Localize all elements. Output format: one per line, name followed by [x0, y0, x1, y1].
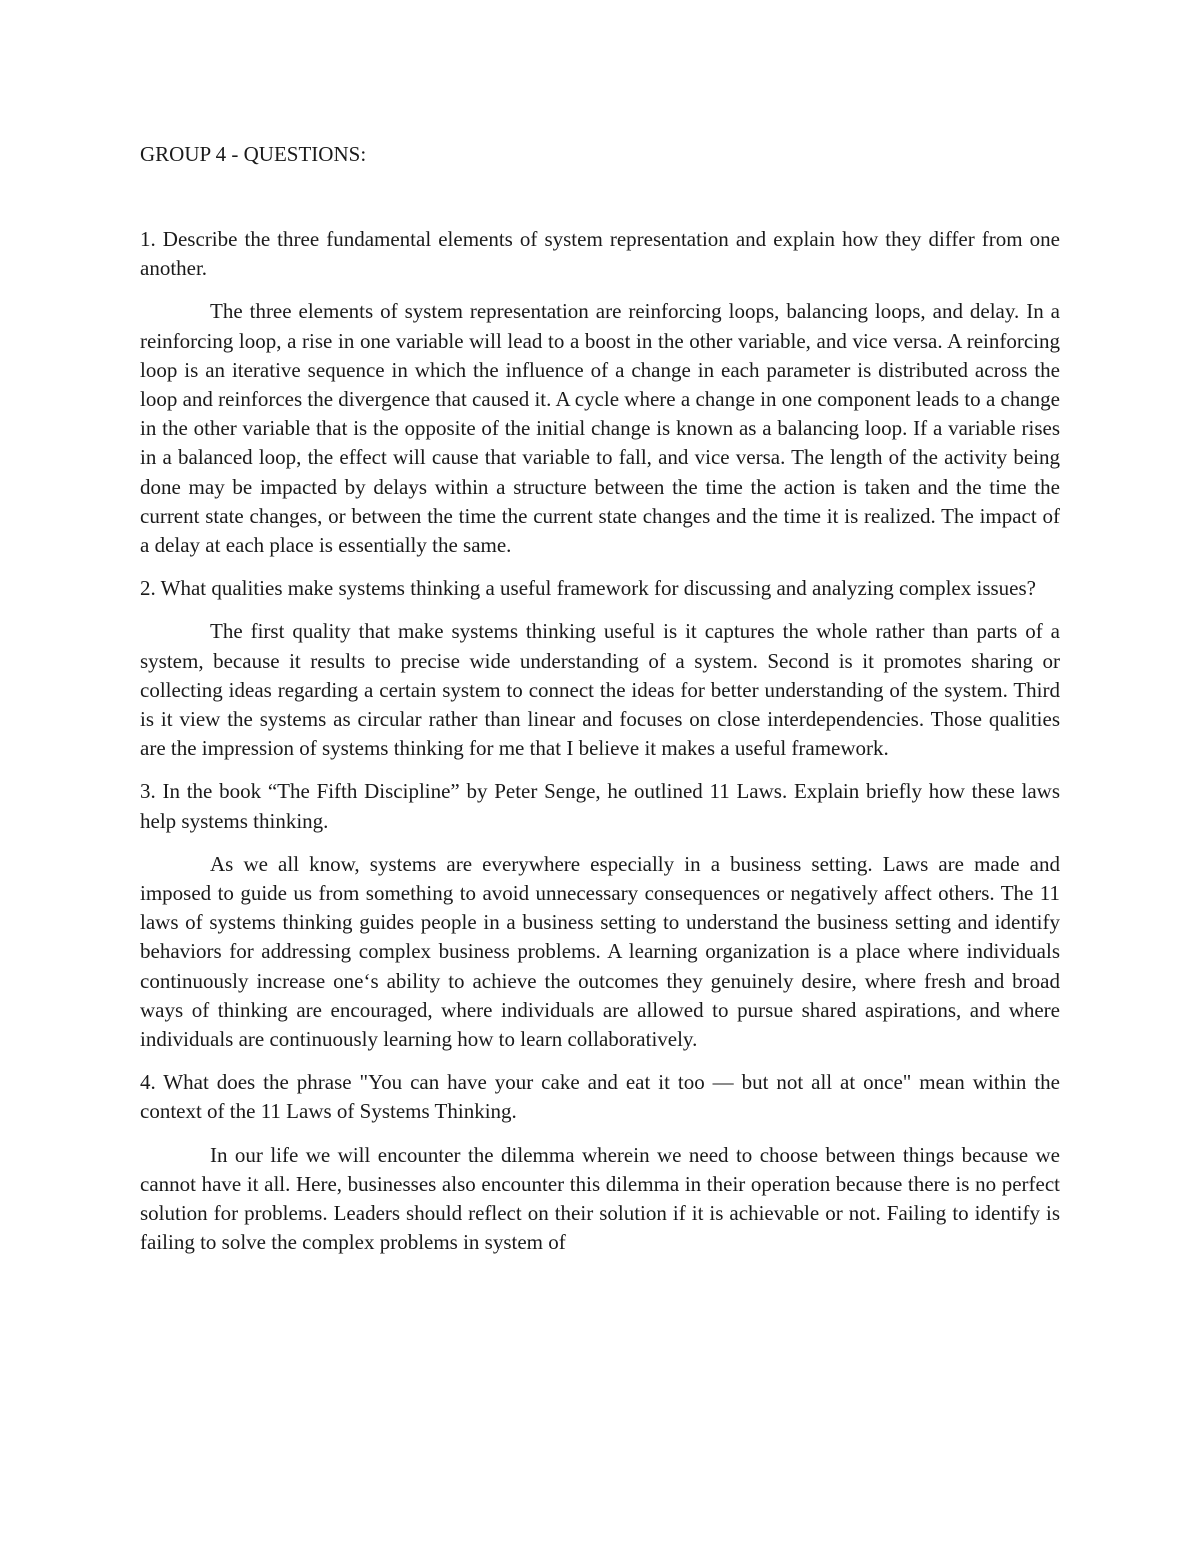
question-4: 4. What does the phrase "You can have your cake and eat it too — but not all at once" mean within the context of the 11 Laws of Systems Thinking.	[140, 1070, 1060, 1124]
question-2: 2. What qualities make systems thinking a useful framework for discussing and analyzing complex issues?	[140, 576, 1036, 601]
answer-4: In our life we will encounter the dilemma wherein we need to choose between things because we cannot have it all. Here, businesses also encounter this dilemma in their operation because there is no perfect solution for problems. Leaders should reflect on their solution if it is achievable or not. Failing to identify is failing to solve the complex problems in system of	[140, 1142, 1060, 1255]
question-3: 3. In the book “The Fifth Discipline” by Peter Senge, he outlined 11 Laws. Explain briefly how these laws help systems thinking.	[140, 779, 1060, 833]
document-body	[140, 140, 1060, 1272]
question-1: 1. Describe the three fundamental elements of system representation and explain how they differ from one another.	[140, 227, 1060, 281]
document-title: GROUP 4 - QUESTIONS:	[140, 142, 367, 166]
answer-3: As we all know, systems are everywhere especially in a business setting. Laws are made and imposed to guide us from something to avoid unnecessary consequences or negatively affect others. The 11 laws of systems thinking guides people in a business setting to understand the business setting and identify behaviors for addressing complex business problems. A learning organization is a place where individuals continuously increase one‘s ability to achieve the outcomes they genuinely desire, where fresh and broad ways of thinking are encouraged, where individuals are allowed to pursue shared aspirations, and where individuals are continuously learning how to learn collaboratively.	[140, 851, 1060, 1052]
answer-1: The three elements of system representation are reinforcing loops, balancing loops, and delay. In a reinforcing loop, a rise in one variable will lead to a boost in the other variable, and vice versa. A reinforcing loop is an iterative sequence in which the influence of a change in each parameter is distributed across the loop and reinforces the divergence that caused it. A cycle where a change in one component leads to a change in the other variable that is the opposite of the initial change is known as a balancing loop. If a variable rises in a balanced loop, the effect will cause that variable to fall, and vice versa. The length of the activity being done may be impacted by delays within a structure between the time the action is taken and the time the current state changes, or between the time the current state changes and the time it is realized. The impact of a delay at each place is essentially the same.	[140, 299, 1060, 558]
answer-2: The first quality that make systems thinking useful is it captures the whole rather than parts of a system, because it results to precise wide understanding of a system. Second is it promotes sharing or collecting ideas regarding a certain system to connect the ideas for better understanding of the system. Third is it view the systems as circular rather than linear and focuses on close interdependencies. Those qualities are the impression of systems thinking for me that I believe it makes a useful framework.	[140, 619, 1060, 761]
